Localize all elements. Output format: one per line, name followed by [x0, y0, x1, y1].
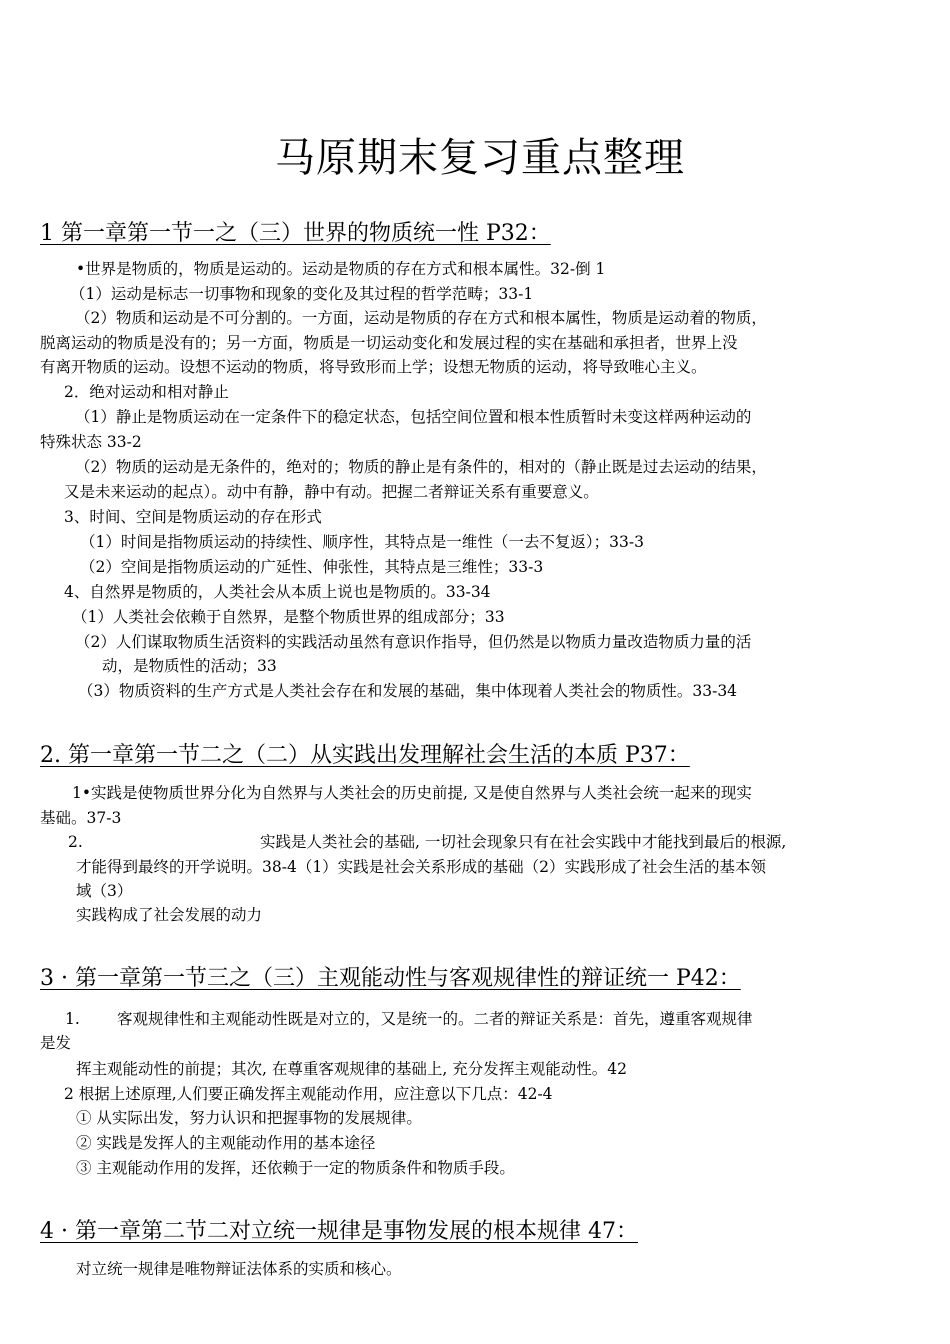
section-4-heading: 4 · 第一章第二节二对立统一规律是事物发展的根本规律 47： [40, 1219, 638, 1244]
section-3-line: ① 从实际出发，努力认识和把握事物的发展规律。 [76, 1109, 422, 1127]
section-2-line: 实践是人类社会的基础, 一切社会现象只有在社会实践中才能找到最后的根源, [260, 833, 787, 851]
section-1-line: 4、自然界是物质的，人类社会从本质上说也是物质的。33-34 [64, 583, 491, 601]
section-1-line: 2．绝对运动和相对静止 [64, 383, 229, 401]
section-1-line: （1）人类社会依赖于自然界，是整个物质世界的组成部分；33 [72, 608, 505, 626]
section-1-line: （1）运动是标志一切事物和现象的变化及其过程的哲学范畴；33-1 [70, 285, 534, 303]
section-1-line: 动，是物质性的活动；33 [102, 657, 277, 675]
section-1-line: •世界是物质的，物质是运动的。运动是物质的存在方式和根本属性。32-倒 1 [76, 260, 606, 278]
section-2-line: 实践构成了社会发展的动力 [76, 906, 263, 924]
section-3-line: 客观规律性和主观能动性既是对立的，又是统一的。二者的辩证关系是：首先，遵重客观规律 [117, 1010, 753, 1028]
section-1-line: （2）空间是指物质运动的广延性、伸张性，其特点是三维性；33-3 [80, 558, 544, 576]
section-1-heading: 1 第一章第一节一之（三）世界的物质统一性 P32： [40, 221, 551, 246]
section-2-heading: 2. 第一章第一节二之（二）从实践出发理解社会生活的本质 P37： [40, 743, 690, 768]
section-3-line: 2 根据上述原理,人们要正确发挥主观能动作用，应注意以下几点：42-4 [64, 1085, 553, 1103]
section-3-line: ③ 主观能动作用的发挥，还依赖于一定的物质条件和物质手段。 [76, 1159, 515, 1177]
section-1-line: （1）时间是指物质运动的持续性、顺序性，其特点是一维性（一去不复返）；33-3 [80, 533, 644, 551]
section-3-line: 挥主观能动性的前提；其次, 在尊重客观规律的基础上, 充分发挥主观能动性。42 [76, 1060, 627, 1078]
section-3-line: 1. [65, 1010, 80, 1028]
section-1-line: 有离开物质的运动。设想不运动的物质，将导致形而上学；设想无物质的运动，将导致唯心主义。 [40, 358, 707, 376]
section-1-line: （2）物质的运动是无条件的，绝对的；物质的静止是有条件的，相对的（静止既是过去运动的结果， [75, 458, 767, 476]
section-1-line: 特殊状态 33-2 [40, 433, 142, 451]
section-1-line: 3、时间、空间是物质运动的存在形式 [64, 508, 322, 526]
section-1-line: 又是未来运动的起点）。动中有静，静中有动。把握二者辩证关系有重要意义。 [64, 483, 599, 501]
section-2-line: 1•实践是使物质世界分化为自然界与人类社会的历史前提, 又是使自然界与人类社会统一起来的现实 [72, 784, 752, 802]
page-title: 马原期末复习重点整理 [275, 135, 685, 181]
section-1-line: （2）人们谋取物质生活资料的实践活动虽然有意识作指导，但仍然是以物质力量改造物质力量的活 [75, 633, 752, 651]
section-2-line: 基础。37-3 [40, 809, 122, 827]
section-3-heading: 3 · 第一章第一节三之（三）主观能动性与客观规律性的辩证统一 P42： [40, 966, 741, 991]
section-1-line: 脱离运动的物质是没有的；另一方面，物质是一切运动变化和发展过程的实在基础和承担者，世界上没 [40, 334, 738, 352]
section-3-line: 是发 [40, 1034, 72, 1052]
section-4-line: 对立统一规律是唯物辩证法体系的实质和核心。 [76, 1260, 402, 1278]
section-1-line: （2）物质和运动是不可分割的。一方面，运动是物质的存在方式和根本属性，物质是运动着的物质， [75, 309, 767, 327]
section-3-line: ② 实践是发挥人的主观能动作用的基本途径 [76, 1134, 376, 1152]
section-1-line: （1）静止是物质运动在一定条件下的稳定状态，包括空间位置和根本性质暂时未变这样两种运动的 [75, 408, 752, 426]
section-2-line: 域（3） [76, 882, 133, 900]
section-2-line: 2. [68, 833, 83, 851]
section-1-line: （3）物质资料的生产方式是人类社会存在和发展的基础，集中体现着人类社会的物质性。33-34 [78, 682, 738, 700]
section-2-line: 才能得到最终的开学说明。38-4（1）实践是社会关系形成的基础（2）实践形成了社会生活的基本领 [76, 858, 767, 876]
